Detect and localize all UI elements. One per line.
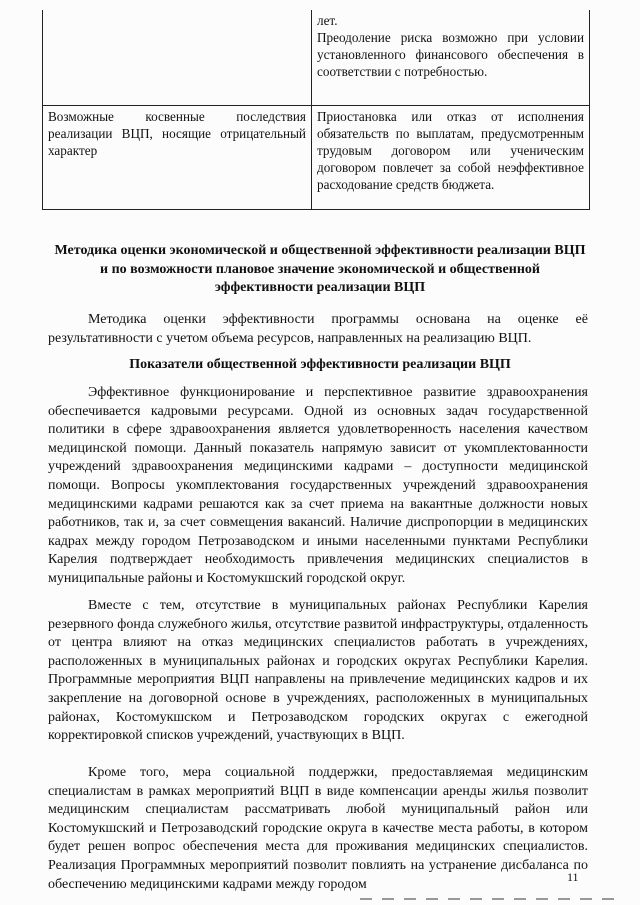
paragraph-housing xyxy=(48,597,588,746)
paragraph-text: Вместе с тем, отсутствие в муниципальных районах Республики Карелия резервного фонда служебного жилья, отсутствие развитой инфраструктуры, отдаленность от центра влияют на отказ медицинских специалистов работать в учреждениях, расположенных в муниципальных районах и городских округах Республики Карелия. Программные мероприятия ВЦП направлены на привлечение медицинских кадров и их закрепление на договорной основе в учреждениях, расположенных в муниципальных районах, Костомукшском и Петрозаводском городских округах с ежегодной корректировкой списков учреждений, участвующих в ВЦП. xyxy=(48,598,588,744)
paragraph-social-support xyxy=(48,764,588,894)
table-cell-left xyxy=(43,10,312,106)
table-cell-right: Приостановка или отказ от исполнения обязательств по выплатам, предусмотренным трудовым договором или ученическим договором повлечет за собой неэффективное расходование средств бюджета. xyxy=(312,106,590,210)
table-row xyxy=(43,106,590,210)
table-row xyxy=(43,10,590,106)
page-number: 11 xyxy=(567,870,579,884)
section-heading-methodology: Методика оценки экономической и общественной эффективности реализации ВЦП и по возможности плановое значение экономической и общественной эффективности реализации ВЦП xyxy=(54,243,586,295)
table-cell-right: лет. Преодоление риска возможно при условии установленного финансового обеспечения в соответствии с потребностью. xyxy=(312,10,590,106)
paragraph-text: Эффективное функционирование и перспективное развитие здравоохранения обеспечивается кадровыми ресурсами. Одной из основных задач государственной политики в сфере здравоохранения является удовлетворенность населения качеством медицинской помощи. Данный показатель напрямую зависит от укомплектованности учреждений здравоохранения медицинскими кадрами – доступности медицинской помощи. Вопросы укомплектования государственных учреждений здравоохранения медицинскими кадрами решаются как за счет приема на вакантные должности новых работников, так и, за счет совмещения вакансий. Наличие диспропорции в медицинских кадрах между городом Петрозаводском и иными населенными пунктами Республики Карелия подтверждает необходимость привлечения медицинских специалистов в муниципальные районы и Костомукшский городской округ. xyxy=(48,385,588,586)
scan-artifact-line xyxy=(360,898,620,900)
risk-table xyxy=(42,10,590,210)
section-heading-indicators: Показатели общественной эффективности реализации ВЦП xyxy=(129,357,511,372)
paragraph-text: Кроме того, мера социальной поддержки, предоставляемая медицинским специалистам в рамках мероприятий ВЦП в виде компенсации аренды жилья позволит медицинским специалистам рассматривать любой муниципальный район или Костомукшский и Петрозаводский городские округа в качестве места работы, в котором будет решен вопрос обеспечения места для проживания медицинских специалистов. Реализация Программных мероприятий позволит повлиять на устранение дисбаланса по обеспечению медицинскими кадрами между городом xyxy=(48,765,588,892)
paragraph-staffing xyxy=(48,384,588,589)
paragraph-text: Методика оценки эффективности программы основана на оценке её результативности с учетом объема ресурсов, направленных на реализацию ВЦП. xyxy=(48,312,588,346)
paragraph-methodology xyxy=(48,311,588,348)
table-cell-left: Возможные косвенные последствия реализации ВЦП, носящие отрицательный характер xyxy=(43,106,312,210)
